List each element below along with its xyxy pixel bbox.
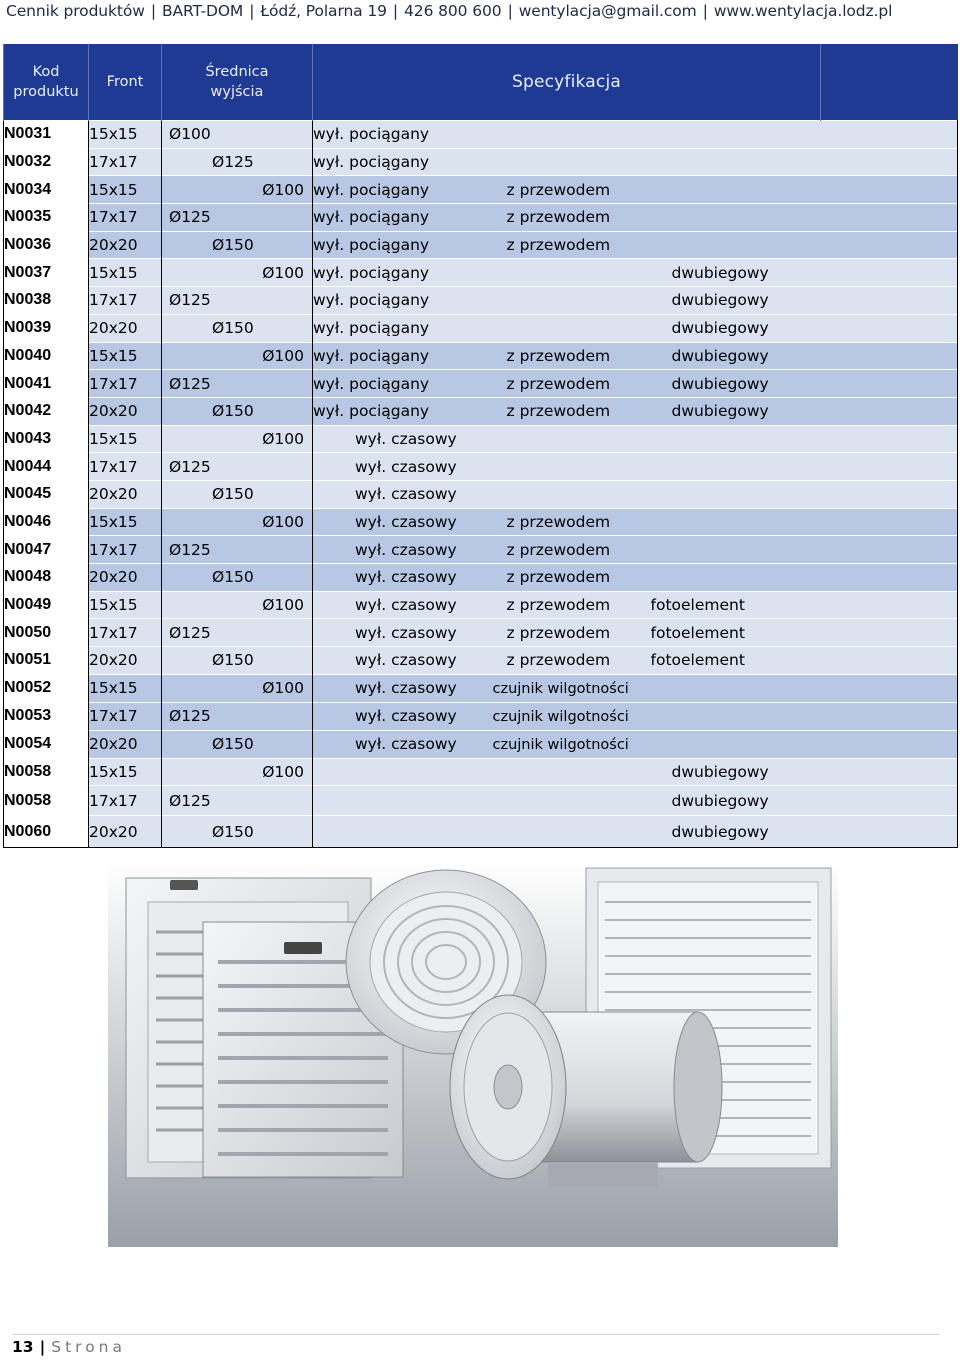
- product-front: 17x17: [89, 786, 162, 816]
- spec-extra: fotoelement: [651, 619, 821, 647]
- spec-blank: [821, 702, 958, 730]
- product-code: N0032: [4, 148, 89, 176]
- table-row: [4, 816, 958, 848]
- product-code: N0052: [4, 674, 89, 702]
- product-front: 20x20: [89, 647, 162, 675]
- table-row: [4, 508, 958, 536]
- product-diameter: Ø150: [162, 231, 313, 259]
- header-title: Cennik produktów: [6, 2, 145, 20]
- product-diameter: Ø150: [162, 480, 313, 508]
- product-code: N0031: [4, 121, 89, 149]
- product-front: 17x17: [89, 619, 162, 647]
- product-code: N0054: [4, 730, 89, 758]
- spec-extra: [651, 702, 821, 730]
- spec-switch: wył. czasowy: [313, 425, 493, 453]
- table-row: [4, 730, 958, 758]
- spec-cable: czujnik wilgotności: [493, 730, 651, 758]
- product-code: N0035: [4, 204, 89, 232]
- header-blank: [821, 44, 958, 121]
- spec-switch: [313, 758, 493, 786]
- spec-extra: [651, 508, 821, 536]
- product-photo: [108, 862, 838, 1247]
- product-front: 15x15: [89, 121, 162, 149]
- spec-switch: wył. pociągany: [313, 287, 493, 315]
- spec-blank: [821, 342, 958, 370]
- product-diameter: Ø100: [162, 259, 313, 287]
- product-code: N0039: [4, 314, 89, 342]
- product-code: N0037: [4, 259, 89, 287]
- table-row: [4, 647, 958, 675]
- product-diameter: Ø150: [162, 730, 313, 758]
- product-diameter: Ø100: [162, 425, 313, 453]
- spec-switch: wył. pociągany: [313, 314, 493, 342]
- product-code: N0041: [4, 370, 89, 398]
- spec-cable: czujnik wilgotności: [493, 702, 651, 730]
- table-row: [4, 425, 958, 453]
- spec-blank: [821, 730, 958, 758]
- spec-extra: [651, 148, 821, 176]
- spec-extra: [651, 453, 821, 481]
- spec-cable: [493, 758, 651, 786]
- spec-switch: wył. czasowy: [313, 453, 493, 481]
- spec-cable: z przewodem: [493, 176, 651, 204]
- header-website[interactable]: www.wentylacja.lodz.pl: [713, 2, 893, 20]
- product-diameter: Ø125: [162, 619, 313, 647]
- product-front: 15x15: [89, 176, 162, 204]
- spec-switch: [313, 816, 493, 848]
- product-front: 20x20: [89, 816, 162, 848]
- product-diameter: Ø100: [162, 758, 313, 786]
- product-diameter: Ø125: [162, 536, 313, 564]
- table-row: [4, 397, 958, 425]
- spec-blank: [821, 564, 958, 592]
- product-code: N0050: [4, 619, 89, 647]
- spec-blank: [821, 816, 958, 848]
- product-front: 15x15: [89, 591, 162, 619]
- spec-extra: [651, 480, 821, 508]
- spec-switch: wył. pociągany: [313, 176, 493, 204]
- product-front: 20x20: [89, 397, 162, 425]
- product-front: 17x17: [89, 453, 162, 481]
- product-code: N0046: [4, 508, 89, 536]
- product-diameter: Ø150: [162, 314, 313, 342]
- header-specification: Specyfikacja: [313, 44, 821, 121]
- table-row: [4, 480, 958, 508]
- price-table: [3, 44, 958, 848]
- spec-switch: wył. pociągany: [313, 204, 493, 232]
- page-number: 13: [12, 1338, 34, 1356]
- table-row: [4, 619, 958, 647]
- spec-extra: dwubiegowy: [651, 342, 821, 370]
- table-header-row: [4, 44, 958, 121]
- table-row: [4, 259, 958, 287]
- product-code: N0047: [4, 536, 89, 564]
- product-diameter: Ø125: [162, 453, 313, 481]
- spec-cable: z przewodem: [493, 508, 651, 536]
- product-diameter: Ø150: [162, 816, 313, 848]
- spec-extra: [651, 674, 821, 702]
- product-code: N0044: [4, 453, 89, 481]
- fan-duct-icon: [450, 995, 722, 1187]
- spec-blank: [821, 425, 958, 453]
- product-code: N0034: [4, 176, 89, 204]
- product-code: N0058: [4, 758, 89, 786]
- product-front: 17x17: [89, 536, 162, 564]
- spec-switch: wył. pociągany: [313, 148, 493, 176]
- table-row: [4, 536, 958, 564]
- spec-cable: [493, 816, 651, 848]
- table-row: [4, 342, 958, 370]
- product-diameter: Ø125: [162, 786, 313, 816]
- product-front: 15x15: [89, 425, 162, 453]
- header-address: Łódź, Polarna 19: [260, 2, 387, 20]
- table-row: [4, 148, 958, 176]
- product-front: 15x15: [89, 508, 162, 536]
- product-diameter: Ø100: [162, 342, 313, 370]
- spec-switch: wył. pociągany: [313, 121, 493, 149]
- table-row: [4, 176, 958, 204]
- spec-cable: z przewodem: [493, 564, 651, 592]
- table-row: [4, 786, 958, 816]
- spec-switch: wył. czasowy: [313, 480, 493, 508]
- product-code: N0040: [4, 342, 89, 370]
- spec-cable: z przewodem: [493, 370, 651, 398]
- product-diameter: Ø100: [162, 121, 313, 149]
- spec-blank: [821, 508, 958, 536]
- product-code: N0049: [4, 591, 89, 619]
- spec-cable: [493, 121, 651, 149]
- spec-extra: dwubiegowy: [651, 259, 821, 287]
- table-row: [4, 287, 958, 315]
- table-row: [4, 674, 958, 702]
- product-front: 20x20: [89, 564, 162, 592]
- spec-blank: [821, 231, 958, 259]
- spec-extra: fotoelement: [651, 591, 821, 619]
- spec-cable: z przewodem: [493, 397, 651, 425]
- product-front: 15x15: [89, 758, 162, 786]
- table-row: [4, 370, 958, 398]
- spec-blank: [821, 619, 958, 647]
- spec-cable: z przewodem: [493, 619, 651, 647]
- spec-blank: [821, 204, 958, 232]
- spec-blank: [821, 591, 958, 619]
- spec-extra: dwubiegowy: [651, 397, 821, 425]
- spec-extra: [651, 121, 821, 149]
- spec-switch: wył. czasowy: [313, 619, 493, 647]
- spec-blank: [821, 480, 958, 508]
- spec-extra: dwubiegowy: [651, 786, 821, 816]
- spec-blank: [821, 370, 958, 398]
- table-row: [4, 453, 958, 481]
- product-diameter: Ø100: [162, 674, 313, 702]
- spec-switch: wył. pociągany: [313, 397, 493, 425]
- spec-blank: [821, 758, 958, 786]
- spec-blank: [821, 287, 958, 315]
- spec-cable: z przewodem: [493, 342, 651, 370]
- product-front: 20x20: [89, 314, 162, 342]
- table-row: [4, 564, 958, 592]
- product-code: N0036: [4, 231, 89, 259]
- product-diameter: Ø125: [162, 370, 313, 398]
- header-phone: 426 800 600: [404, 2, 502, 20]
- header-diameter: Średnica wyjścia: [162, 44, 313, 121]
- table-row: [4, 231, 958, 259]
- spec-cable: czujnik wilgotności: [493, 674, 651, 702]
- spec-switch: [313, 786, 493, 816]
- header-front: Front: [89, 44, 162, 121]
- table-row: [4, 314, 958, 342]
- product-code: N0051: [4, 647, 89, 675]
- spec-blank: [821, 176, 958, 204]
- spec-cable: [493, 786, 651, 816]
- product-diameter: Ø125: [162, 204, 313, 232]
- spec-blank: [821, 674, 958, 702]
- spec-cable: z przewodem: [493, 204, 651, 232]
- product-front: 20x20: [89, 480, 162, 508]
- table-row: [4, 591, 958, 619]
- table-row: [4, 204, 958, 232]
- spec-switch: wył. czasowy: [313, 508, 493, 536]
- page-header: Cennik produktów | BART-DOM | Łódź, Polarna 19 | 426 800 600 | wentylacja@gmail.com | www.wentylacja.lodz.pl: [6, 2, 893, 20]
- product-code: N0060: [4, 816, 89, 848]
- spec-extra: dwubiegowy: [651, 758, 821, 786]
- product-diameter: Ø125: [162, 148, 313, 176]
- spec-extra: [651, 536, 821, 564]
- product-code: N0043: [4, 425, 89, 453]
- product-front: 17x17: [89, 148, 162, 176]
- product-diameter: Ø100: [162, 176, 313, 204]
- spec-switch: wył. pociągany: [313, 231, 493, 259]
- spec-cable: [493, 453, 651, 481]
- product-code: N0038: [4, 287, 89, 315]
- spec-cable: z przewodem: [493, 647, 651, 675]
- product-code: N0048: [4, 564, 89, 592]
- spec-cable: z przewodem: [493, 536, 651, 564]
- spec-blank: [821, 148, 958, 176]
- spec-switch: wył. czasowy: [313, 702, 493, 730]
- spec-cable: [493, 287, 651, 315]
- table-row: [4, 758, 958, 786]
- spec-cable: [493, 425, 651, 453]
- spec-cable: z przewodem: [493, 591, 651, 619]
- spec-extra: [651, 231, 821, 259]
- product-front: 17x17: [89, 287, 162, 315]
- product-diameter: Ø125: [162, 702, 313, 730]
- spec-blank: [821, 259, 958, 287]
- spec-extra: [651, 204, 821, 232]
- spec-blank: [821, 647, 958, 675]
- spec-switch: wył. czasowy: [313, 647, 493, 675]
- spec-blank: [821, 397, 958, 425]
- spec-extra: dwubiegowy: [651, 370, 821, 398]
- product-front: 17x17: [89, 204, 162, 232]
- product-code: N0058: [4, 786, 89, 816]
- product-diameter: Ø150: [162, 564, 313, 592]
- spec-cable: [493, 314, 651, 342]
- spec-switch: wył. czasowy: [313, 591, 493, 619]
- product-front: 15x15: [89, 259, 162, 287]
- spec-cable: z przewodem: [493, 231, 651, 259]
- product-diameter: Ø100: [162, 508, 313, 536]
- product-diameter: Ø125: [162, 287, 313, 315]
- product-code: N0053: [4, 702, 89, 730]
- product-code: N0042: [4, 397, 89, 425]
- product-front: 17x17: [89, 370, 162, 398]
- spec-extra: dwubiegowy: [651, 287, 821, 315]
- spec-switch: wył. pociągany: [313, 370, 493, 398]
- product-front: 15x15: [89, 342, 162, 370]
- spec-blank: [821, 121, 958, 149]
- spec-cable: [493, 259, 651, 287]
- spec-switch: wył. czasowy: [313, 730, 493, 758]
- header-email[interactable]: wentylacja@gmail.com: [518, 2, 697, 20]
- product-diameter: Ø150: [162, 397, 313, 425]
- header-company: BART-DOM: [161, 2, 244, 20]
- spec-extra: [651, 564, 821, 592]
- spec-blank: [821, 453, 958, 481]
- spec-extra: fotoelement: [651, 647, 821, 675]
- product-front: 15x15: [89, 674, 162, 702]
- spec-extra: dwubiegowy: [651, 816, 821, 848]
- table-row: [4, 121, 958, 149]
- header-code: Kod produktu: [4, 44, 89, 121]
- spec-switch: wył. pociągany: [313, 342, 493, 370]
- spec-extra: [651, 425, 821, 453]
- spec-extra: [651, 730, 821, 758]
- table-row: [4, 702, 958, 730]
- spec-extra: dwubiegowy: [651, 314, 821, 342]
- product-code: N0045: [4, 480, 89, 508]
- page-footer: 13 | Strona: [12, 1334, 940, 1360]
- spec-switch: wył. czasowy: [313, 674, 493, 702]
- product-diameter: Ø150: [162, 647, 313, 675]
- page-label: Strona: [51, 1338, 127, 1356]
- product-front: 20x20: [89, 730, 162, 758]
- product-diameter: Ø100: [162, 591, 313, 619]
- spec-extra: [651, 176, 821, 204]
- spec-blank: [821, 786, 958, 816]
- product-front: 17x17: [89, 702, 162, 730]
- spec-blank: [821, 314, 958, 342]
- spec-switch: wył. czasowy: [313, 536, 493, 564]
- spec-cable: [493, 148, 651, 176]
- spec-blank: [821, 536, 958, 564]
- product-front: 20x20: [89, 231, 162, 259]
- spec-switch: wył. czasowy: [313, 564, 493, 592]
- spec-switch: wył. pociągany: [313, 259, 493, 287]
- spec-cable: [493, 480, 651, 508]
